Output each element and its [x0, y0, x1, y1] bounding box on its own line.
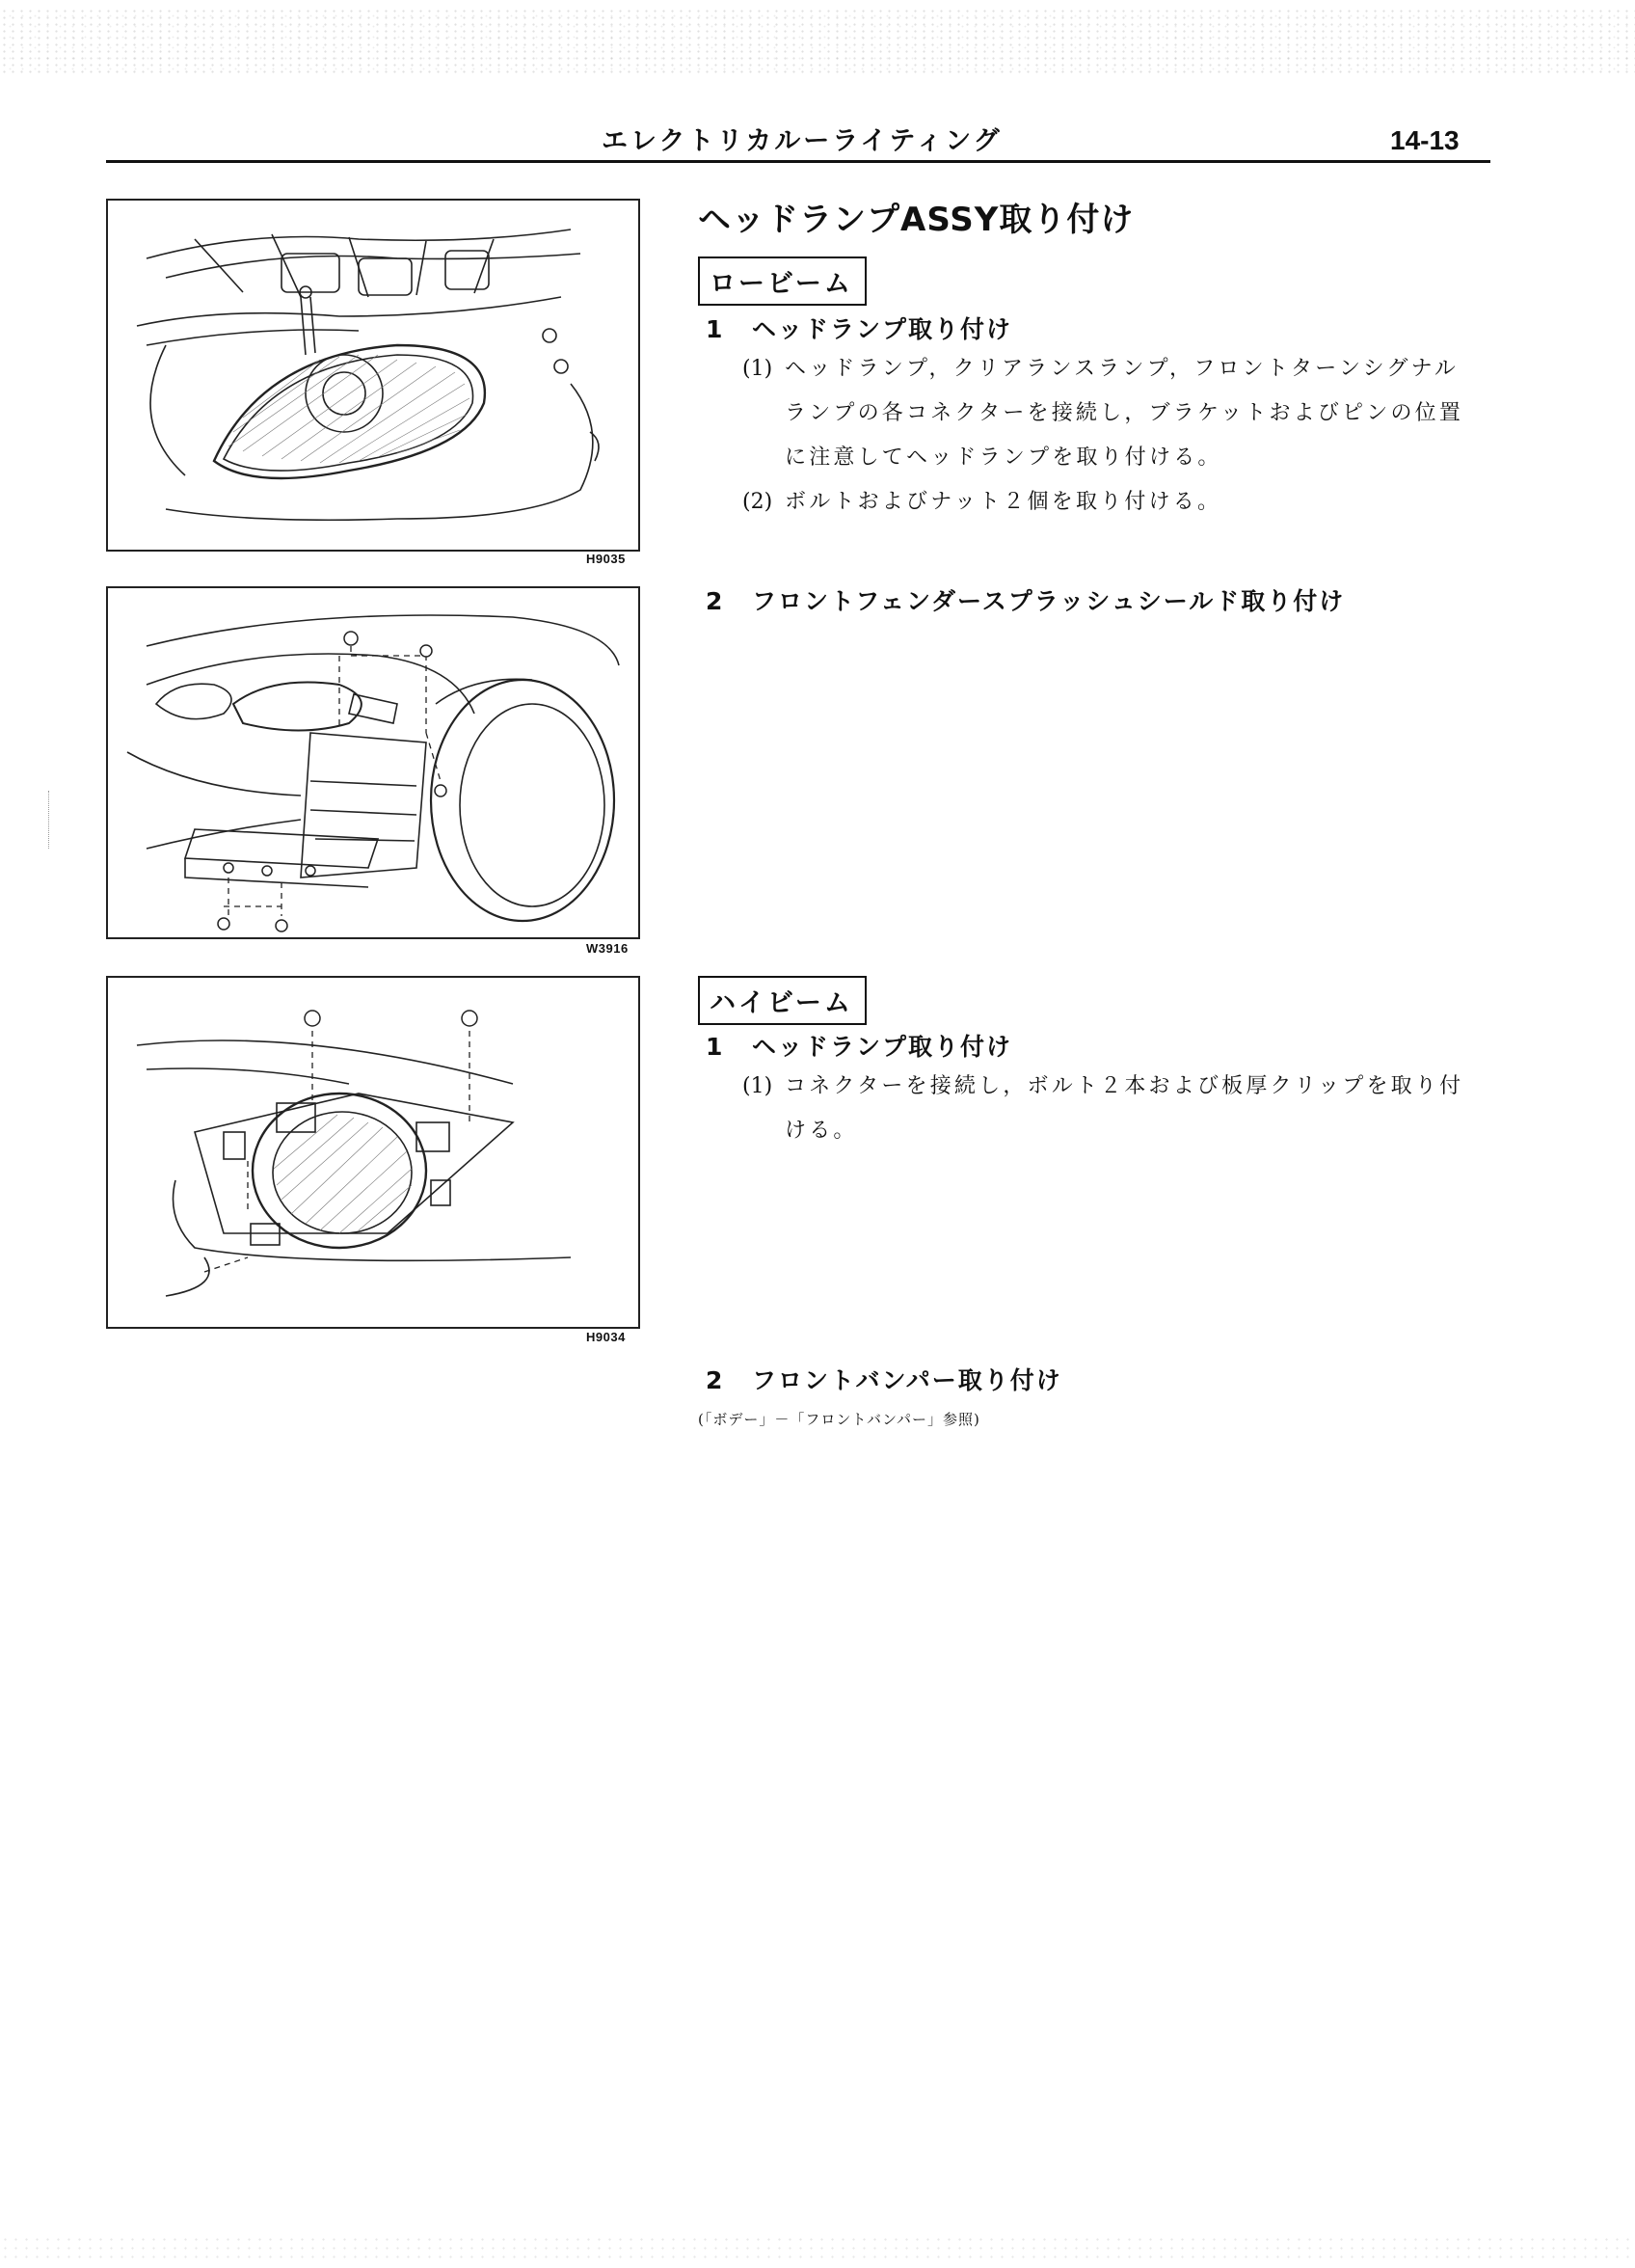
step-title: フロントフェンダースプラッシュシールド取り付け [752, 587, 1346, 615]
page-header-title: エレクトリカルーライティング [602, 126, 1003, 156]
step-number: 2 [706, 587, 725, 615]
figure-fender-splash-shield [106, 586, 640, 939]
high-beam-headlamp-illustration [108, 978, 638, 1327]
step-title: フロントバンパー取り付け [752, 1366, 1062, 1394]
scan-margin-marks [48, 791, 57, 849]
sub-line: ける。 [785, 1119, 858, 1143]
figure-code: H9035 [586, 552, 626, 566]
step-number: 1 [706, 315, 725, 343]
high-beam-step-1-sub-1 [742, 1065, 1494, 1153]
step-title: ヘッドランプ取り付け [752, 1033, 1013, 1061]
low-beam-step-1-sub-1 [742, 347, 1494, 480]
high-beam-step-2 [706, 1362, 1062, 1396]
sub-number: (1) [742, 357, 773, 381]
sub-line: ボルトおよびナット２個を取り付ける。 [785, 490, 1222, 514]
sub-number: (1) [742, 1074, 773, 1098]
low-beam-step-2 [706, 582, 1345, 617]
scan-noise-bottom [0, 2235, 1635, 2264]
figure-code: W3916 [586, 941, 629, 956]
low-beam-step-1 [706, 310, 1012, 345]
step-number: 2 [706, 1366, 725, 1394]
step-title: ヘッドランプ取り付け [752, 315, 1013, 343]
high-beam-label: ハイビーム [698, 976, 867, 1025]
low-beam-step-1-sub-2 [742, 480, 1494, 525]
sub-line: ランプの各コネクターを接続し，ブラケットおよびピンの位置 [785, 401, 1464, 425]
high-beam-step-1 [706, 1028, 1012, 1063]
scan-noise-top [0, 8, 1635, 75]
section-title: ヘッドランプASSY取り付け [698, 201, 1135, 239]
header-rule [106, 160, 1490, 163]
figure-code: H9034 [586, 1330, 626, 1344]
step-number: 1 [706, 1033, 725, 1061]
sub-line: コネクターを接続し，ボルト２本および板厚クリップを取り付 [785, 1074, 1464, 1098]
page-number: 14-13 [1390, 125, 1460, 155]
low-beam-headlamp-illustration [108, 201, 638, 550]
low-beam-label: ロービーム [698, 256, 867, 306]
cross-reference-note: (「ボデー」－「フロントバンパー」参照) [698, 1411, 980, 1428]
sub-line: ヘッドランプ，クリアランスランプ，フロントターンシグナル [785, 357, 1459, 381]
sub-line: に注意してヘッドランプを取り付ける。 [785, 446, 1222, 470]
figure-low-beam-headlamp [106, 199, 640, 552]
fender-splash-shield-illustration [108, 588, 638, 937]
sub-number: (2) [742, 490, 773, 514]
figure-high-beam-headlamp [106, 976, 640, 1329]
